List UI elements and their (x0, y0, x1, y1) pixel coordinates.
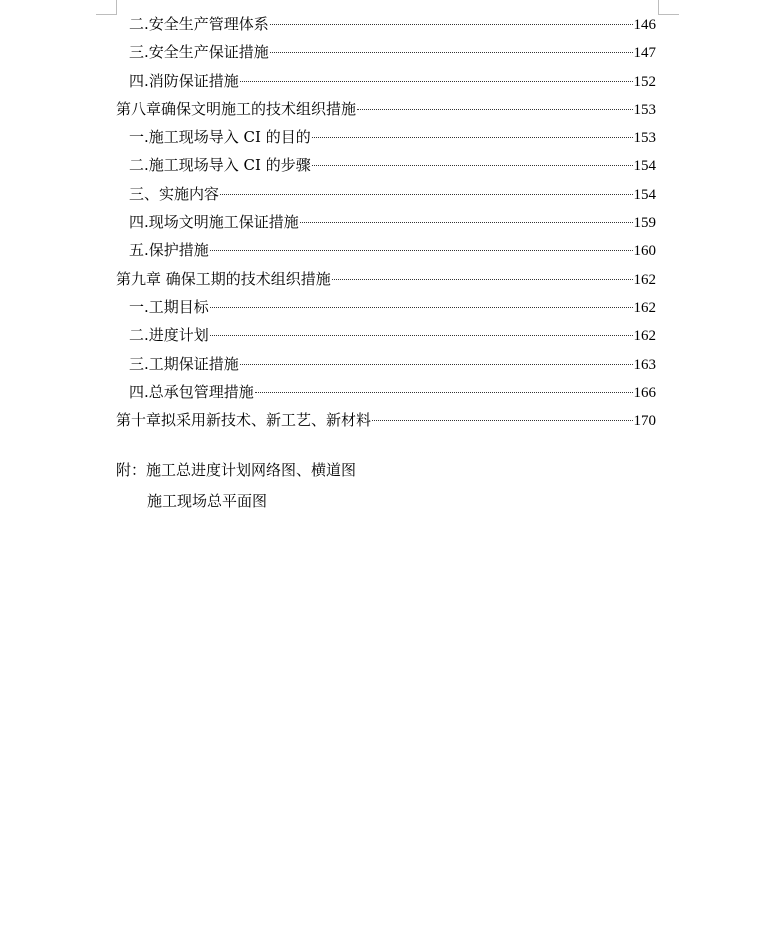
toc-entry-page-number: 154 (633, 186, 656, 203)
toc-entry[interactable] (116, 180, 656, 208)
toc-dot-leader (270, 24, 633, 25)
toc-entry-page-number: 153 (633, 130, 656, 147)
appendix-line-1: 附：施工总进度计划网络图、横道图 (116, 461, 357, 479)
toc-entry-page-number: 154 (633, 158, 656, 175)
toc-entry-title: 一.工期目标 (129, 297, 209, 316)
toc-dot-leader (255, 392, 633, 393)
toc-entry-title: 第九章 确保工期的技术组织措施 (116, 269, 331, 288)
toc-entry[interactable] (116, 321, 656, 349)
toc-entry-page-number: 166 (633, 384, 656, 401)
toc-entry-page-number: 160 (633, 243, 656, 260)
toc-dot-leader (312, 165, 633, 166)
toc-entry-title: 一.施工现场导入 CI 的目的 (129, 128, 311, 147)
toc-entry[interactable] (116, 406, 656, 434)
toc-dot-leader (357, 109, 632, 110)
toc-dot-leader (312, 137, 633, 138)
toc-dot-leader (270, 52, 633, 53)
toc-entry-title: 第八章确保文明施工的技术组织措施 (116, 99, 357, 118)
toc-dot-leader (240, 81, 633, 82)
toc-entry-title: 三.安全生产保证措施 (129, 43, 269, 62)
toc-entry-page-number: 147 (633, 45, 656, 62)
toc-entry-title: 三、实施内容 (129, 184, 220, 203)
toc-entry-page-number: 146 (633, 17, 656, 33)
toc-entry-page-number: 170 (633, 413, 656, 430)
toc-entry-page-number: 162 (633, 328, 656, 345)
table-of-contents (116, 10, 656, 434)
toc-entry[interactable] (116, 208, 656, 236)
toc-entry-title: 二.安全生产管理体系 (129, 15, 269, 33)
toc-entry-page-number: 159 (633, 215, 656, 232)
toc-entry[interactable] (116, 95, 656, 123)
toc-entry[interactable] (116, 123, 656, 151)
toc-entry-title: 二.施工现场导入 CI 的步骤 (129, 156, 311, 175)
toc-entry[interactable] (116, 350, 656, 378)
toc-dot-leader (220, 194, 632, 195)
toc-dot-leader (332, 279, 633, 280)
toc-entry-title: 第十章拟采用新技术、新工艺、新材料 (116, 411, 372, 430)
toc-entry[interactable] (116, 151, 656, 179)
toc-entry[interactable] (116, 293, 656, 321)
toc-entry-title: 四.消防保证措施 (129, 71, 239, 90)
toc-dot-leader (372, 420, 632, 421)
toc-entry-title: 五.保护措施 (129, 241, 209, 260)
toc-entry[interactable] (116, 265, 656, 293)
toc-entry[interactable] (116, 10, 656, 38)
toc-entry-page-number: 153 (633, 101, 656, 118)
toc-entry-page-number: 162 (633, 299, 656, 316)
crop-mark-top-left (96, 0, 117, 15)
toc-dot-leader (210, 307, 633, 308)
crop-mark-top-right (658, 0, 679, 15)
toc-entry-title: 三.工期保证措施 (129, 354, 239, 373)
toc-dot-leader (300, 222, 633, 223)
toc-entry-title: 二.进度计划 (129, 326, 209, 345)
appendix-line-2: 施工现场总平面图 (147, 492, 268, 510)
toc-dot-leader (240, 364, 633, 365)
toc-entry[interactable] (116, 67, 656, 95)
toc-entry-title: 四.总承包管理措施 (129, 382, 254, 401)
toc-entry-page-number: 152 (633, 73, 656, 90)
toc-entry-page-number: 162 (633, 271, 656, 288)
toc-entry[interactable] (116, 378, 656, 406)
toc-dot-leader (210, 335, 633, 336)
toc-entry-page-number: 163 (633, 356, 656, 373)
toc-entry[interactable] (116, 38, 656, 66)
toc-dot-leader (210, 250, 633, 251)
appendix-block (116, 455, 356, 517)
toc-entry-title: 四.现场文明施工保证措施 (129, 213, 299, 232)
toc-entry[interactable] (116, 236, 656, 264)
